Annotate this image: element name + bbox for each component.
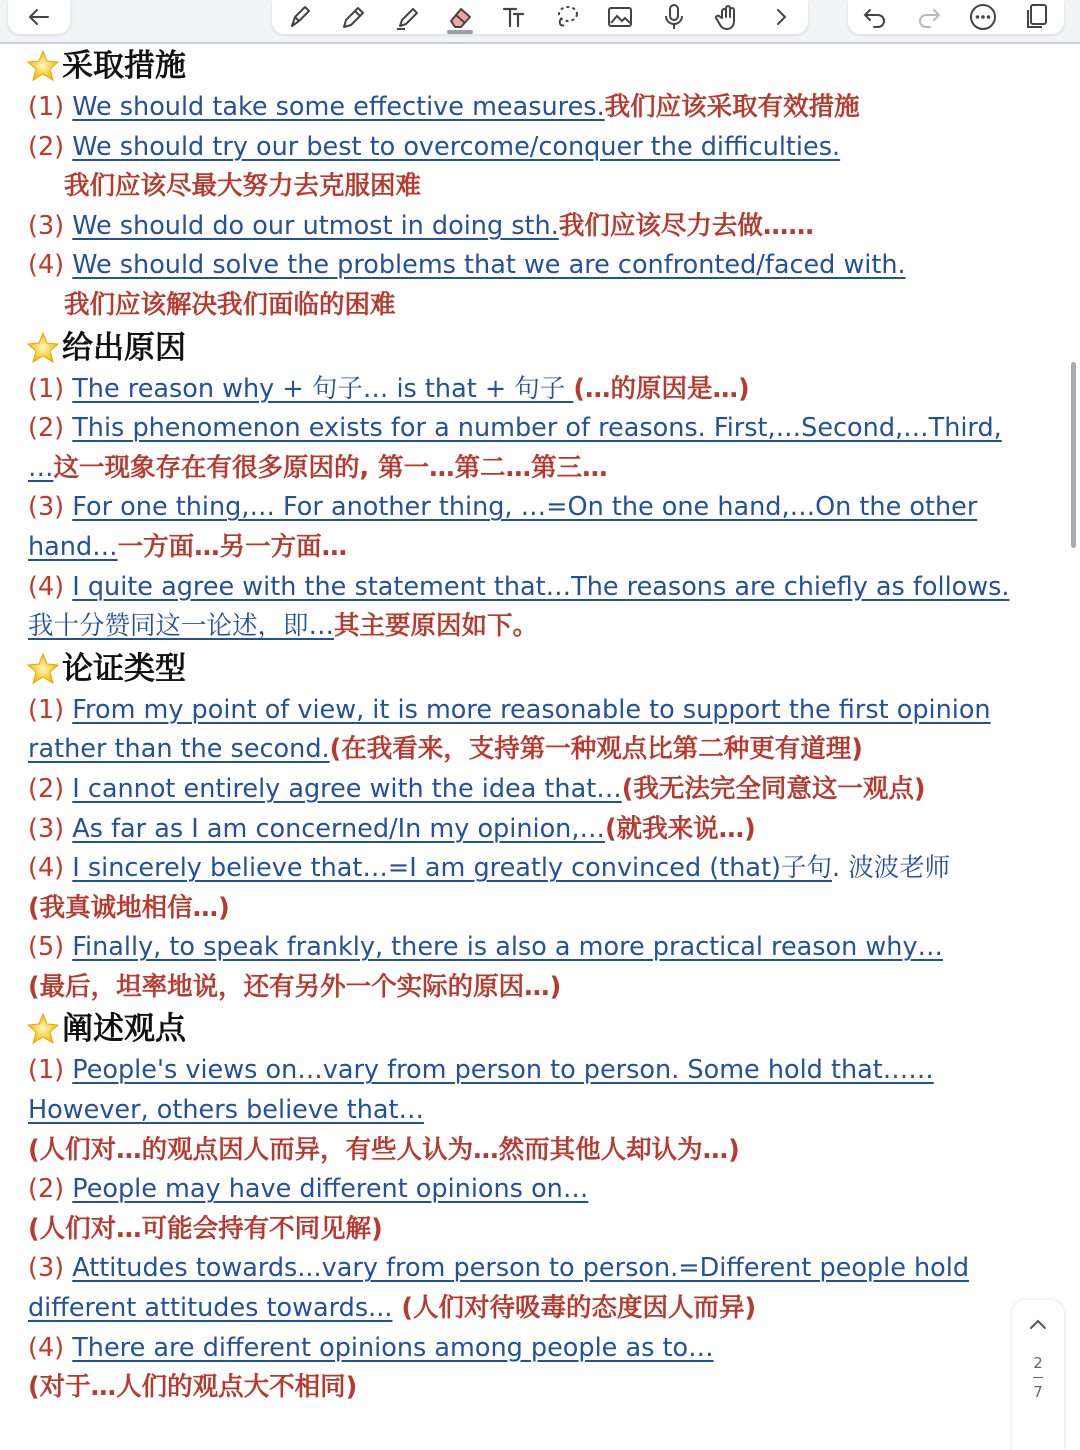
pencil-icon[interactable] <box>335 2 369 32</box>
english-phrase: There are different opinions among people as to… <box>72 1332 714 1363</box>
toolbar-left-group <box>8 0 70 34</box>
section-heading <box>26 647 1058 691</box>
text-line <box>28 1170 1058 1210</box>
section-title: 阐述观点 <box>62 1011 186 1048</box>
chinese-translation: (我真诚地相信…) <box>28 892 230 923</box>
english-phrase: From my point of view, it is more reasonable to support the first opinion <box>72 694 991 725</box>
section-title: 采取措施 <box>62 48 186 84</box>
english-phrase: The reason why + 句子… is that + 句子 <box>72 373 574 404</box>
toolbar-right-group <box>848 0 1064 34</box>
item-number: (4) <box>28 1332 73 1363</box>
text-tool-icon[interactable] <box>496 2 530 32</box>
text-line <box>28 928 1058 968</box>
english-phrase: We should solve the problems that we are confronted/faced with. <box>72 250 906 281</box>
english-phrase: However, others believe that… <box>28 1095 425 1126</box>
item-number: (2) <box>28 1174 73 1205</box>
text-line <box>28 167 1058 207</box>
english-phrase: rather than the second. <box>28 734 330 765</box>
highlighter-icon[interactable] <box>389 2 423 32</box>
current-page-number: 2 <box>1033 1354 1043 1372</box>
english-phrase: I sincerely believe that…=I am greatly convinced (that)子句 <box>72 853 832 884</box>
chevron-right-icon[interactable] <box>764 2 798 32</box>
chinese-translation: (在我看来，支持第一种观点比第二种更有道理) <box>329 734 863 765</box>
line-annotation: . 波波老师 <box>831 853 951 884</box>
english-phrase: We should try our best to overcome/conquer the difficulties. <box>72 131 841 162</box>
chinese-translation: (对于…人们的观点大不相同) <box>28 1372 358 1403</box>
english-phrase: … <box>28 452 54 483</box>
item-number: (1) <box>28 92 73 122</box>
scrollbar[interactable] <box>1071 362 1076 548</box>
text-line <box>28 409 1058 449</box>
item-number: (2) <box>28 131 73 162</box>
text-line <box>28 246 1058 286</box>
text-line <box>28 1131 1058 1171</box>
item-number: (3) <box>28 492 73 523</box>
item-number: (4) <box>28 571 73 602</box>
english-phrase: For one thing,… For another thing, …=On the one hand,…On the other <box>72 492 978 523</box>
top-toolbar <box>0 0 1080 44</box>
item-number: (3) <box>28 813 73 844</box>
chinese-translation: 我们应该采取有效措施 <box>604 92 860 122</box>
item-number: (4) <box>28 853 73 884</box>
total-page-number: 7 <box>1033 1383 1043 1401</box>
chinese-translation: (最后，坦率地说，还有另外一个实际的原因…) <box>28 971 562 1002</box>
page-separator <box>1033 1377 1043 1378</box>
text-line <box>28 770 1058 810</box>
text-line <box>28 691 1058 731</box>
star-icon <box>26 652 60 686</box>
section-heading <box>26 44 1058 88</box>
text-line <box>28 88 1058 128</box>
redo-icon[interactable] <box>912 2 946 32</box>
chinese-translation: (人们对…可能会持有不同见解) <box>28 1213 383 1244</box>
chinese-translation: 这一现象存在有很多原因的, 第一…第二…第三… <box>53 452 608 483</box>
image-icon[interactable] <box>603 2 637 32</box>
english-phrase: I quite agree with the statement that…The reasons are chiefly as follows. <box>72 571 1010 602</box>
english-phrase: People may have different opinions on… <box>72 1174 589 1205</box>
chinese-translation: (人们对…的观点因人而异，有些人认为…然而其他人却认为…) <box>28 1134 740 1165</box>
chinese-translation: 一方面…另一方面… <box>117 531 348 562</box>
section-title: 论证类型 <box>62 650 186 687</box>
english-phrase: People's views on…vary from person to person. Some hold that…… <box>72 1055 934 1086</box>
english-phrase: As far as I am concerned/In my opinion,… <box>72 813 605 844</box>
text-line <box>28 370 1058 410</box>
chinese-translation: 其主要原因如下。 <box>334 611 539 642</box>
section-heading <box>26 1007 1058 1051</box>
star-icon <box>26 1012 60 1046</box>
text-line <box>28 286 1058 326</box>
chinese-translation: 我们应该尽最大努力去克服困难 <box>64 171 422 202</box>
english-phrase: 我十分赞同这一论述，即… <box>28 611 335 642</box>
item-number: (1) <box>28 694 73 725</box>
chinese-translation: 我们应该解决我们面临的困难 <box>64 289 396 320</box>
text-line <box>28 1051 1058 1091</box>
hand-icon[interactable] <box>711 2 745 32</box>
text-line <box>28 849 1058 889</box>
pages-icon[interactable] <box>1020 2 1054 32</box>
eraser-icon[interactable] <box>443 2 477 32</box>
text-line <box>28 207 1058 247</box>
text-line <box>28 449 1058 489</box>
english-phrase: We should take some effective measures. <box>72 92 605 122</box>
text-line <box>28 730 1058 770</box>
item-number: (1) <box>28 373 73 404</box>
text-line <box>28 1289 1058 1329</box>
item-number: (2) <box>28 773 73 804</box>
english-phrase: This phenomenon exists for a number of reasons. First,…Second,…Third, <box>72 413 1002 444</box>
english-phrase: Finally, to speak frankly, there is also a more practical reason why… <box>72 932 944 963</box>
undo-icon[interactable] <box>858 2 892 32</box>
item-number: (3) <box>28 1253 73 1284</box>
english-phrase: different attitudes towards... <box>28 1293 393 1324</box>
note-page[interactable] <box>28 44 1058 1408</box>
section-title: 给出原因 <box>62 329 186 366</box>
item-number: (3) <box>28 210 73 241</box>
text-line <box>28 128 1058 168</box>
page-indicator[interactable] <box>1012 1300 1064 1450</box>
text-line <box>28 607 1058 647</box>
star-icon <box>26 331 60 365</box>
section-heading <box>26 326 1058 370</box>
text-line <box>28 1210 1058 1250</box>
chinese-translation: (…的原因是…) <box>573 373 750 404</box>
english-phrase: Attitudes towards...vary from person to person.=Different people hold <box>72 1253 970 1284</box>
text-line <box>28 528 1058 568</box>
lasso-icon[interactable] <box>550 2 584 32</box>
text-line <box>28 968 1058 1008</box>
text-line <box>28 810 1058 850</box>
text-line <box>28 1249 1058 1289</box>
english-phrase: We should do our utmost in doing sth. <box>72 210 559 241</box>
chinese-translation: 我们应该尽力去做…… <box>558 210 814 241</box>
chinese-translation: (人们对待吸毒的态度因人而异) <box>392 1293 757 1324</box>
more-icon[interactable] <box>966 2 1000 32</box>
item-number: (1) <box>28 1055 73 1086</box>
text-line <box>28 1329 1058 1369</box>
chinese-translation: (就我来说…) <box>604 813 756 844</box>
chevron-up-icon[interactable] <box>1027 1314 1049 1336</box>
english-phrase: hand… <box>28 531 118 562</box>
item-number: (5) <box>28 932 73 963</box>
pen-icon[interactable] <box>282 2 316 32</box>
microphone-icon[interactable] <box>657 2 691 32</box>
text-line <box>28 889 1058 929</box>
text-line <box>28 568 1058 608</box>
english-phrase: I cannot entirely agree with the idea that… <box>72 773 622 804</box>
text-line <box>28 1368 1058 1408</box>
chinese-translation: (我无法完全同意这一观点) <box>621 773 926 804</box>
text-line <box>28 488 1058 528</box>
star-icon <box>26 49 60 83</box>
item-number: (4) <box>28 250 73 281</box>
text-line <box>28 1091 1058 1131</box>
back-arrow-icon[interactable] <box>22 2 56 32</box>
toolbar-tools-group <box>272 0 808 34</box>
item-number: (2) <box>28 413 73 444</box>
